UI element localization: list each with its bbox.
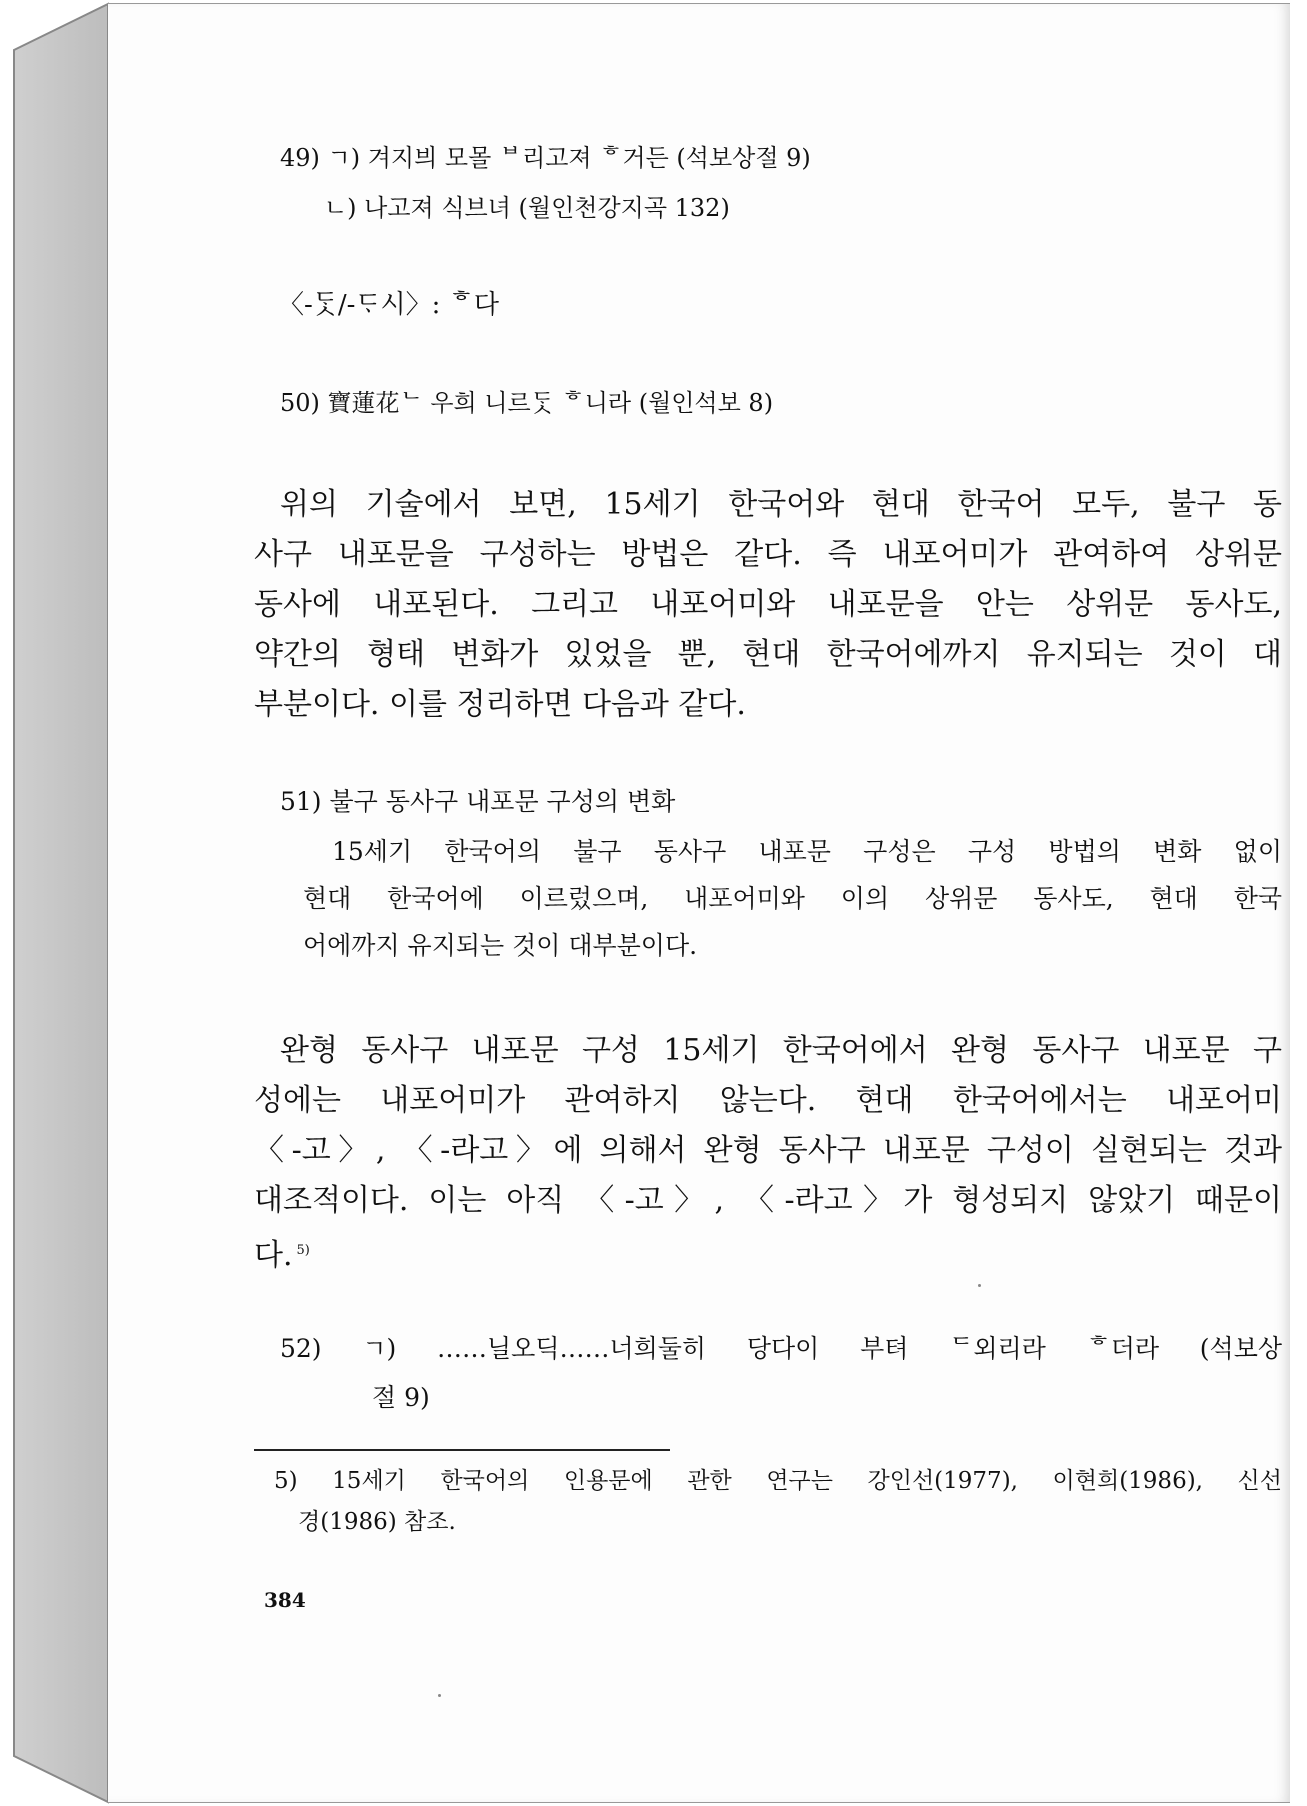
- footnote-reference: 5): [296, 1243, 310, 1258]
- paragraph2-line2: 성에는 내포어미가 관여하지 않는다. 현대 한국어에서는 내포어미: [254, 1083, 1282, 1118]
- example-51-line1: 15세기 한국어의 불구 동사구 내포문 구성은 구성 방법의 변화 없이: [332, 837, 1282, 866]
- paragraph2-line1: 완형 동사구 내포문 구성 15세기 한국어에서 완형 동사구 내포문 구: [280, 1033, 1282, 1068]
- paragraph2-line4: 대조적이다. 이는 아직 〈-고〉, 〈-라고〉가 형성되지 않았기 때문이: [254, 1183, 1282, 1218]
- footnote-line1: 5) 15세기 한국어의 인용문에 관한 연구는 강인선(1977), 이현희(1986), 신선: [274, 1468, 1282, 1494]
- footnote-divider: [254, 1449, 670, 1451]
- book-page: [108, 4, 1290, 1802]
- paragraph1-line1: 위의 기술에서 보면, 15세기 한국어와 현대 한국어 모두, 불구 동: [280, 487, 1282, 522]
- example-49b: ㄴ) 나고져 식브녀 (월인천강지곡 132): [324, 194, 730, 222]
- example-52-line1: 52) ㄱ) ……닐오딕……너희둘히 당다이 부텨 ᄃ외리라 ᄒ더라 (석보상: [280, 1334, 1282, 1363]
- section-heading-deusi: 〈-ᄃᆞᆺ/-ᄃᆞ시〉: ᄒ다: [278, 290, 499, 320]
- footnote-line2: 경(1986) 참조.: [298, 1509, 456, 1535]
- paragraph2-line3: 〈-고〉, 〈-라고〉에 의해서 완형 동사구 내포문 구성이 실현되는 것과: [254, 1133, 1282, 1168]
- example-51-line3: 어에까지 유지되는 것이 대부분이다.: [303, 931, 698, 960]
- paragraph1-line3: 동사에 내포된다. 그리고 내포어미와 내포문을 안는 상위문 동사도,: [254, 587, 1282, 622]
- example-49a: 49) ㄱ) 겨지븨 모몰 ᄇ리고져 ᄒ거든 (석보상절 9): [280, 144, 811, 172]
- example-51-line2: 현대 한국어에 이르렀으며, 내포어미와 이의 상위문 동사도, 현대 한국: [303, 884, 1282, 913]
- example-52-line2: 절 9): [372, 1383, 430, 1412]
- paragraph1-line2: 사구 내포문을 구성하는 방법은 같다. 즉 내포어미가 관여하여 상위문: [254, 537, 1282, 572]
- example-51-title: 51) 불구 동사구 내포문 구성의 변화: [280, 787, 676, 816]
- page-number: 384: [264, 1588, 306, 1612]
- paragraph2-last-word: 다.: [254, 1238, 293, 1273]
- scan-speck: [978, 1284, 981, 1287]
- paragraph1-line4: 약간의 형태 변화가 있었을 뿐, 현대 한국어에까지 유지되는 것이 대: [254, 637, 1282, 672]
- example-50: 50) 寶蓮花ᄂ 우희 니르ᄃᆞᆺ ᄒ니라 (월인석보 8): [280, 389, 774, 417]
- paragraph2-line5: [254, 1234, 310, 1273]
- paragraph1-line5: 부분이다. 이를 정리하면 다음과 같다.: [254, 687, 746, 722]
- scan-speck: [438, 1694, 441, 1697]
